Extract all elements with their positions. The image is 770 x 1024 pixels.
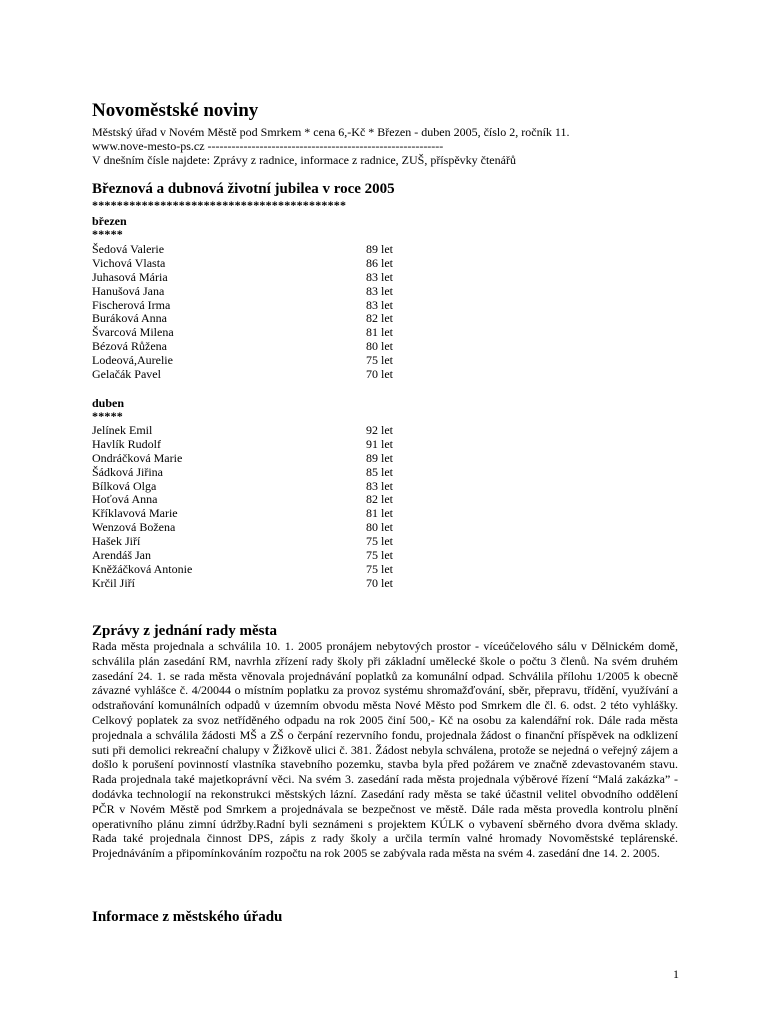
jubilee-row [92, 507, 422, 521]
jubilee-row [92, 493, 422, 507]
contents-line: V dnešním čísle najdete: Zprávy z radnice, informace z radnice, ZUŠ, příspěvky čtenářů [92, 153, 516, 167]
jubilee-row [92, 452, 422, 466]
person-age: 82 let [366, 311, 393, 326]
person-name: Krčil Jiří [92, 575, 135, 590]
person-name: Vichová Vlasta [92, 255, 166, 270]
person-name: Šádková Jiřina [92, 464, 163, 479]
person-name: Fischerová Irma [92, 297, 171, 312]
jubilee-list-brezen [92, 243, 422, 382]
person-name: Kříklavová Marie [92, 506, 178, 521]
month-heading-duben: duben [92, 396, 125, 410]
jubilee-row [92, 271, 422, 285]
person-name: Hoťová Anna [92, 492, 158, 507]
jubilee-row [92, 480, 422, 494]
jubilea-heading: Březnová a dubnová životní jubilea v roce 2005 [92, 181, 395, 197]
person-age: 89 let [366, 242, 393, 256]
person-age: 83 let [366, 297, 393, 312]
person-name: Kněžáčková Antonie [92, 561, 193, 576]
publication-info: Městský úřad v Novém Městě pod Smrkem * cena 6,-Kč * Březen - duben 2005, číslo 2, ročník 11. [92, 125, 570, 139]
person-name: Hanušová Jana [92, 283, 165, 298]
person-name: Havlík Rudolf [92, 436, 161, 451]
person-age: 81 let [366, 325, 393, 340]
newspaper-title: Novoměstské noviny [92, 100, 259, 121]
person-name: Šedová Valerie [92, 242, 165, 256]
jubilee-row [92, 466, 422, 480]
person-age: 70 let [366, 575, 393, 590]
person-age: 83 let [366, 269, 393, 284]
person-age: 80 let [366, 339, 393, 354]
person-age: 83 let [366, 478, 393, 493]
person-age: 81 let [366, 506, 393, 521]
person-name: Lodeová,Aurelie [92, 353, 173, 368]
jubilee-row [92, 577, 422, 591]
person-name: Juhasová Mária [92, 269, 168, 284]
informace-heading: Informace z městského úřadu [92, 909, 283, 925]
person-age: 82 let [366, 492, 393, 507]
jubilee-list-duben [92, 424, 422, 591]
page-number: 1 [673, 967, 679, 981]
person-age: 91 let [366, 436, 393, 451]
month-stars-brezen: ***** [92, 227, 123, 241]
person-name: Bézová Růžena [92, 339, 167, 354]
person-age: 86 let [366, 255, 393, 270]
person-age: 75 let [366, 561, 393, 576]
zpravy-paragraph: Rada města projednala a schválila 10. 1. 2005 pronájem nebytových prostor - víceúčelového sálu v Dělnickém domě, schválila plán zasedání RM, navrhla zřízení rady školy při základní umělecké škole o počtu 3 členů. Na svém druhém zasedání 24. 1. se rada města věnovala projednávání poplatků za komunální odpad. Schválila přílohu 1/2005 k obecně závazné vyhlášce č. 4/20044 o místním poplatku za provoz systému shromažďování, sběr, přepravu, třídění, využívání a odstraňování komunálních odpadů v územním obvodu města Nové Město pod Smrkem dle čl. 6. odst. 2 této vyhlášky. Celkový poplatek za svoz netříděného odpadu na rok 2005 činí 500,- Kč na osobu za kalendářní rok. Dále rada města projednala a schválila žádosti MŠ a ZŠ o čerpání rezervního fondu, projednala žádost o finanční příspěvek na odklizení suti při demolici rekreační chalupy v Žižkově ulici č. 381. Žádost nebyla schválena, protože se nejedná o veřejný zájem a došlo k porušení povinností vlastníka stavebního pozemku, stavba byla před požárem ve značně zdevastovaném stavu. Rada projednala také majetkoprávní věci. Na svém 3. zasedání rada města projednala výběrové řízení “Malá zakázka” - dodávka technologií na rekonstrukci městských lázní. Zasedání rady města se také účastnil velitel obvodního oddělení PČR v Novém Městě pod Smrkem a projednávala se bezpečnost ve městě. Dále rada města provedla kontrolu plnění operativního plánu zimní údržby.Radní byli seznámeni s projektem KÚLK o vybavení sběrného dvora dvěma sklady. Rada také projednala činnost DPS, zápis z rady školy a určila termín valné hromady Novoměstské teplárenské. Projednáváním a připomínkováním rozpočtu na rok 2005 se zabývala rada města na svém 4. zasedání dne 14. 2. 2005. [92, 639, 678, 861]
jubilee-row [92, 535, 422, 549]
jubilee-row [92, 354, 422, 368]
jubilee-row [92, 326, 422, 340]
person-name: Buráková Anna [92, 311, 167, 326]
month-heading-brezen: březen [92, 214, 127, 228]
person-age: 70 let [366, 367, 393, 382]
person-age: 75 let [366, 548, 393, 563]
website-line: www.nove-mesto-ps.cz ----------------------------------------------------------- [92, 139, 444, 153]
person-name: Hašek Jiří [92, 534, 141, 549]
person-age: 83 let [366, 283, 393, 298]
jubilee-row [92, 285, 422, 299]
person-age: 85 let [366, 464, 393, 479]
jubilee-row [92, 299, 422, 313]
jubilee-row [92, 438, 422, 452]
month-stars-duben: ***** [92, 409, 123, 423]
jubilea-stars-divider: ***************************************** [92, 198, 347, 212]
person-age: 89 let [366, 450, 393, 465]
jubilee-row [92, 424, 422, 438]
jubilee-row [92, 257, 422, 271]
person-age: 80 let [366, 520, 393, 535]
jubilee-row [92, 368, 422, 382]
jubilee-row [92, 340, 422, 354]
jubilee-row [92, 563, 422, 577]
person-age: 75 let [366, 534, 393, 549]
person-age: 92 let [366, 423, 393, 437]
zpravy-heading: Zprávy z jednání rady města [92, 623, 277, 639]
person-name: Bílková Olga [92, 478, 157, 493]
person-name: Arendáš Jan [92, 548, 151, 563]
jubilee-row [92, 521, 422, 535]
person-name: Gelačák Pavel [92, 367, 161, 382]
jubilee-row [92, 312, 422, 326]
person-name: Švarcová Milena [92, 325, 174, 340]
person-name: Ondráčková Marie [92, 450, 183, 465]
person-age: 75 let [366, 353, 393, 368]
jubilee-row [92, 549, 422, 563]
person-name: Wenzová Božena [92, 520, 176, 535]
jubilee-row [92, 243, 422, 257]
person-name: Jelínek Emil [92, 423, 153, 437]
